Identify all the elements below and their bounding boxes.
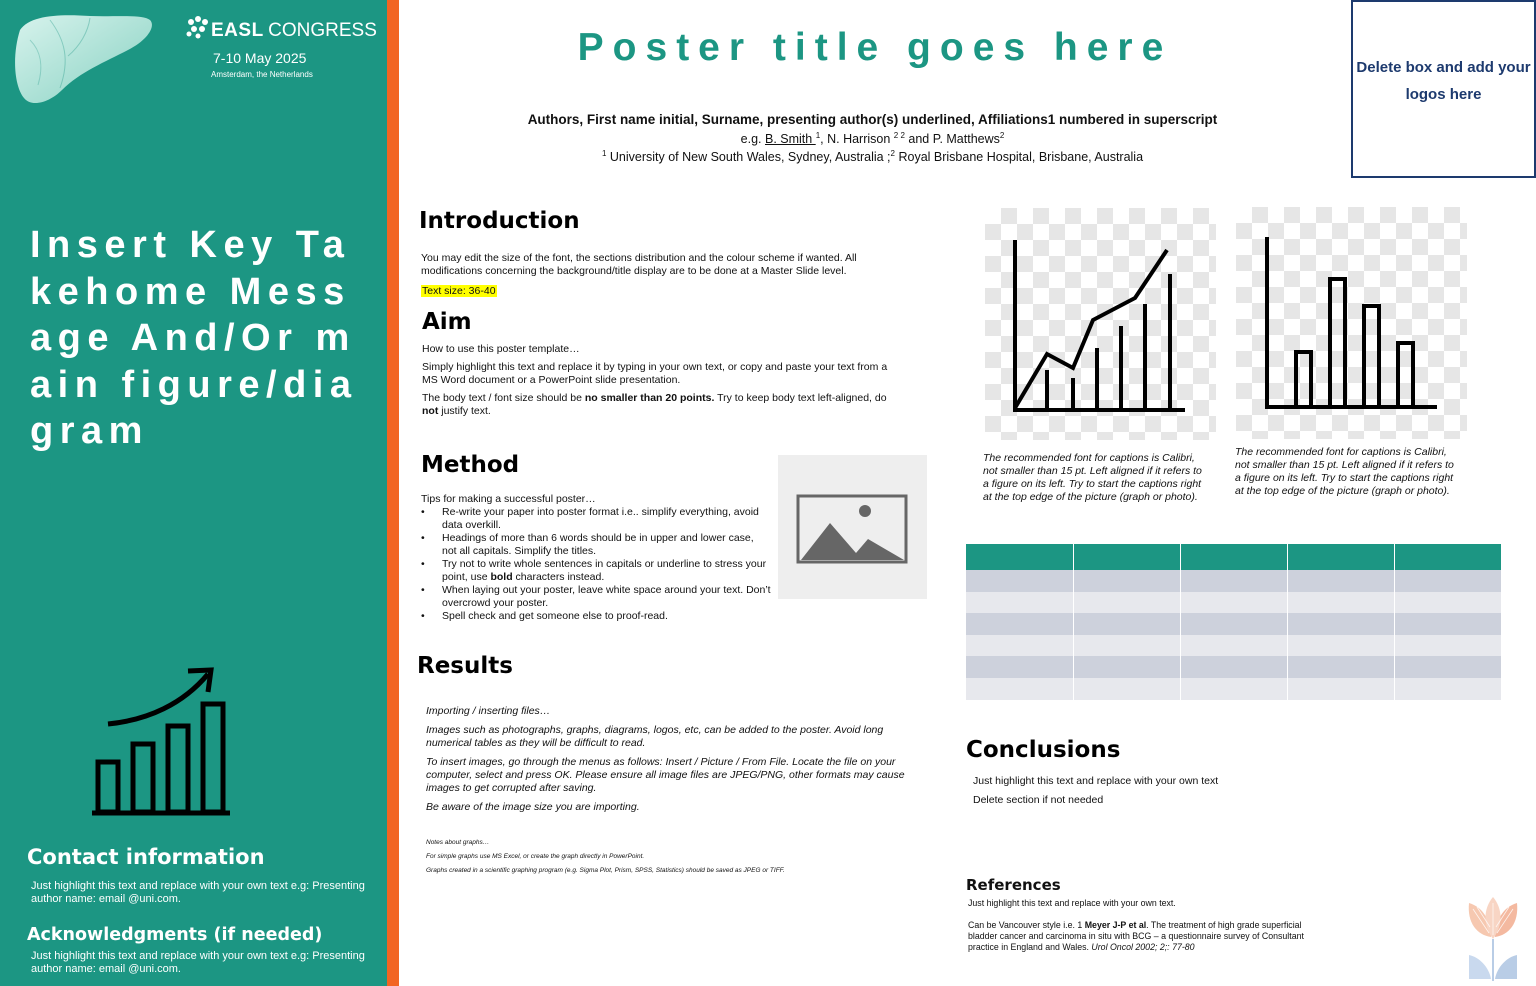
author-presenting: B. Smith: [764, 132, 816, 147]
bullet3-a: Try not to write whole sentences in capitals or underline to stress your point, use: [442, 558, 767, 583]
bar-chart-icon: [1236, 207, 1467, 439]
bullet3-bold: bold: [490, 571, 513, 583]
line-chart-icon: [985, 208, 1216, 440]
aim-p3-c: justify text.: [438, 405, 491, 417]
table-cell[interactable]: [1287, 656, 1394, 678]
table-cell[interactable]: [966, 544, 1073, 570]
conclusions-p2: Delete section if not needed: [973, 794, 1104, 806]
table-cell[interactable]: [1180, 656, 1287, 678]
aim-p3: [422, 392, 897, 418]
conclusions-heading: Conclusions: [966, 737, 1121, 763]
liver-icon: [10, 10, 155, 108]
table-cell[interactable]: [1073, 570, 1180, 592]
table-cell[interactable]: [966, 613, 1073, 635]
easl-congress-logo: [185, 14, 380, 84]
table-cell[interactable]: [1073, 592, 1180, 614]
table-cell[interactable]: [1180, 635, 1287, 657]
method-bullets: [421, 506, 771, 623]
table-cell[interactable]: [1394, 678, 1501, 700]
method-bullet: • Re-write your paper into poster format i.e.. simplify everything, avoid data overkill.: [421, 506, 771, 532]
conclusions-text[interactable]: [973, 775, 1473, 813]
results-p1: Importing / inserting files…: [426, 705, 551, 717]
congress-label: CONGRESS: [268, 20, 377, 41]
accent-stripe: [387, 0, 399, 986]
table-cell[interactable]: [1394, 570, 1501, 592]
results-text[interactable]: [426, 705, 921, 820]
references-text[interactable]: [968, 898, 1333, 964]
table-row: [966, 656, 1502, 678]
table-cell[interactable]: [1073, 656, 1180, 678]
table-cell[interactable]: [1287, 635, 1394, 657]
table-cell[interactable]: [1073, 544, 1180, 570]
table-cell[interactable]: [1394, 613, 1501, 635]
results-heading: Results: [417, 653, 513, 679]
introduction-heading: Introduction: [419, 208, 580, 234]
references-p1: Just highlight this text and replace with your own text.: [968, 898, 1176, 908]
takehome-message[interactable]: Insert Key Takehome Message And/Or main figure/diagram: [30, 224, 358, 452]
affil1: University of New South Wales, Sydney, Australia ;: [606, 150, 891, 165]
references-p2: [968, 920, 1333, 953]
table-cell[interactable]: [966, 678, 1073, 700]
acknowledgments-heading: Acknowledgments (if needed): [27, 925, 323, 945]
ref-p2-a: Can be Vancouver style i.e. 1: [968, 920, 1085, 930]
logo-placeholder-box[interactable]: [1351, 0, 1536, 178]
table-cell[interactable]: [1180, 613, 1287, 635]
authors-instructions[interactable]: Authors, First name initial, Surname, presenting author(s) underlined, Affiliations1 numbered in superscript: [527, 112, 1218, 127]
table-cell[interactable]: [1180, 570, 1287, 592]
easl-brand: EASL: [211, 20, 264, 41]
table-row: [966, 570, 1502, 592]
introduction-text[interactable]: You may edit the size of the font, the sections distribution and the colour scheme if wanted. All modifications concerning the background/title display are to be done at a Master Slide level.: [421, 252, 857, 277]
acknowledgments-text[interactable]: Just highlight this text and replace with your own text e.g: Presenting author name: email @uni.com.: [31, 950, 365, 975]
growth-chart-icon: [88, 662, 233, 818]
method-text[interactable]: [421, 493, 771, 623]
graph-note: Notes about graphs…: [426, 839, 490, 846]
bullet3-b: characters instead.: [512, 571, 605, 583]
poster-title[interactable]: Poster title goes here: [577, 26, 1173, 69]
picture-icon: [778, 455, 927, 599]
method-intro: Tips for making a successful poster…: [421, 493, 596, 505]
affil2: Royal Brisbane Hospital, Brisbane, Australia: [895, 150, 1144, 165]
table-row: [966, 678, 1502, 700]
author1-affil: 1: [815, 131, 821, 140]
logo-box-line2: logos here: [1405, 86, 1482, 103]
text-size-highlight[interactable]: Text size: 36-40: [422, 285, 496, 297]
aim-p1: How to use this poster template…: [422, 343, 580, 355]
congress-dates: 7-10 May 2025: [213, 50, 307, 66]
contact-heading: Contact information: [27, 845, 265, 869]
affiliations[interactable]: [410, 149, 1335, 164]
ref-p2-b: . The treatment of high grade superficial bladder cancer and carcinoma in situ with BCG – a questionnaire survey of Consultant practice in England and Wales.: [968, 920, 1304, 952]
table-row: [966, 613, 1502, 635]
table-cell[interactable]: [1394, 656, 1501, 678]
table-cell[interactable]: [1394, 592, 1501, 614]
method-bullet: • Spell check and get someone else to proof-read.: [421, 610, 771, 623]
table-row: [966, 592, 1502, 614]
figure-bar-chart[interactable]: [1236, 207, 1467, 439]
congress-city: Amsterdam, the Netherlands: [211, 70, 313, 79]
table-cell[interactable]: [1073, 635, 1180, 657]
table-cell[interactable]: [1287, 678, 1394, 700]
table-cell[interactable]: [966, 570, 1073, 592]
aim-heading: Aim: [422, 309, 472, 335]
aim-p3-b: Try to keep body text left-aligned, do: [714, 392, 887, 404]
table-cell[interactable]: [966, 592, 1073, 614]
table-cell[interactable]: [1180, 678, 1287, 700]
aim-p3-not: not: [422, 405, 439, 417]
method-heading: Method: [421, 452, 520, 478]
aim-p3-bold: no smaller than 20 points.: [584, 392, 715, 404]
figure-caption-1[interactable]: The recommended font for captions is Calibri, not smaller than 15 pt. Left aligned if it refers to a figure on its left. Try to start the captions right at the top edge of the picture (graph or photo).: [983, 452, 1202, 503]
sidebar-panel: [0, 0, 387, 986]
author3-affil: 2: [999, 131, 1005, 140]
easl-dots-icon: [185, 14, 211, 40]
table-cell[interactable]: [1394, 635, 1501, 657]
table-cell[interactable]: [966, 635, 1073, 657]
ref-p2-italic: Urol Oncol 2002; 2;: 77-80: [1091, 942, 1195, 952]
results-p3: To insert images, go through the menus as follows: Insert / Picture / From File. Locate the file on your computer, select and press OK. Please ensure all image files are JPEG/PNG, other formats may cause images to get corrupted after saving.: [426, 756, 905, 794]
conclusions-p1: Just highlight this text and replace with your own text: [973, 775, 1219, 787]
figure-line-chart[interactable]: [985, 208, 1216, 440]
method-bullet: • When laying out your poster, leave white space around your text. Don’t overcrowd your poster.: [421, 584, 771, 610]
decorative-flower-icon: [1463, 897, 1523, 981]
table-cell[interactable]: [1287, 613, 1394, 635]
affil2-num: 2: [890, 149, 895, 158]
table-cell[interactable]: [1287, 592, 1394, 614]
results-p2: Images such as photographs, graphs, diagrams, logos, etc, can be added to the poster. Avoid long numerical tables as they will be difficult to read.: [426, 724, 884, 749]
image-placeholder[interactable]: [778, 455, 927, 599]
figure-caption-2[interactable]: The recommended font for captions is Calibri, not smaller than 15 pt. Left aligned if it refers to a figure on its left. Try to start the captions right at the top edge of the picture (graph or photo).: [1235, 446, 1454, 497]
data-table[interactable]: [966, 544, 1502, 700]
eg-prefix: e.g.: [740, 132, 765, 147]
method-bullet: • Headings of more than 6 words should be in upper and lower case, not all capitals. Simplify the titles.: [421, 532, 771, 558]
aim-p2: Simply highlight this text and replace it by typing in your own text, or copy and paste your text from a MS Word document or a PowerPoint slide presentation.: [422, 361, 888, 386]
aim-text[interactable]: [422, 343, 897, 423]
table-row: [966, 635, 1502, 657]
affil1-num: 1: [601, 149, 607, 158]
table-cell[interactable]: [1073, 613, 1180, 635]
table-cell[interactable]: [1287, 570, 1394, 592]
table-cell[interactable]: [1073, 678, 1180, 700]
table-cell[interactable]: [1394, 544, 1501, 570]
authors-example[interactable]: [410, 131, 1335, 146]
table-cell[interactable]: [1180, 592, 1287, 614]
author2-affil: 2 2: [893, 131, 905, 140]
table-cell[interactable]: [1287, 544, 1394, 570]
results-p4: Be aware of the image size you are importing.: [426, 801, 640, 813]
aim-p3-a: The body text / font size should be: [422, 392, 585, 404]
graph-note: Graphs created in a scientific graphing program (e.g. Sigma Plot, Prism, SPSS, Statistics) should be saved as JPEG or TIFF.: [426, 867, 785, 874]
logo-box-line1: Delete box and add your: [1356, 59, 1531, 76]
table-cell[interactable]: [966, 656, 1073, 678]
contact-text[interactable]: Just highlight this text and replace with your own text e.g: Presenting author name: email @uni.com.: [31, 880, 365, 905]
ref-p2-bold: Meyer J-P et al: [1084, 920, 1147, 930]
author-2: , N. Harrison: [820, 132, 894, 147]
graph-note: For simple graphs use MS Excel, or create the graph directly in PowerPoint.: [426, 853, 645, 860]
table-header-row: [966, 544, 1502, 570]
graph-notes[interactable]: [426, 836, 921, 878]
table-cell[interactable]: [1180, 544, 1287, 570]
author-3: and P. Matthews: [904, 132, 1000, 147]
references-heading: References: [966, 876, 1061, 894]
method-bullet: [421, 558, 771, 584]
